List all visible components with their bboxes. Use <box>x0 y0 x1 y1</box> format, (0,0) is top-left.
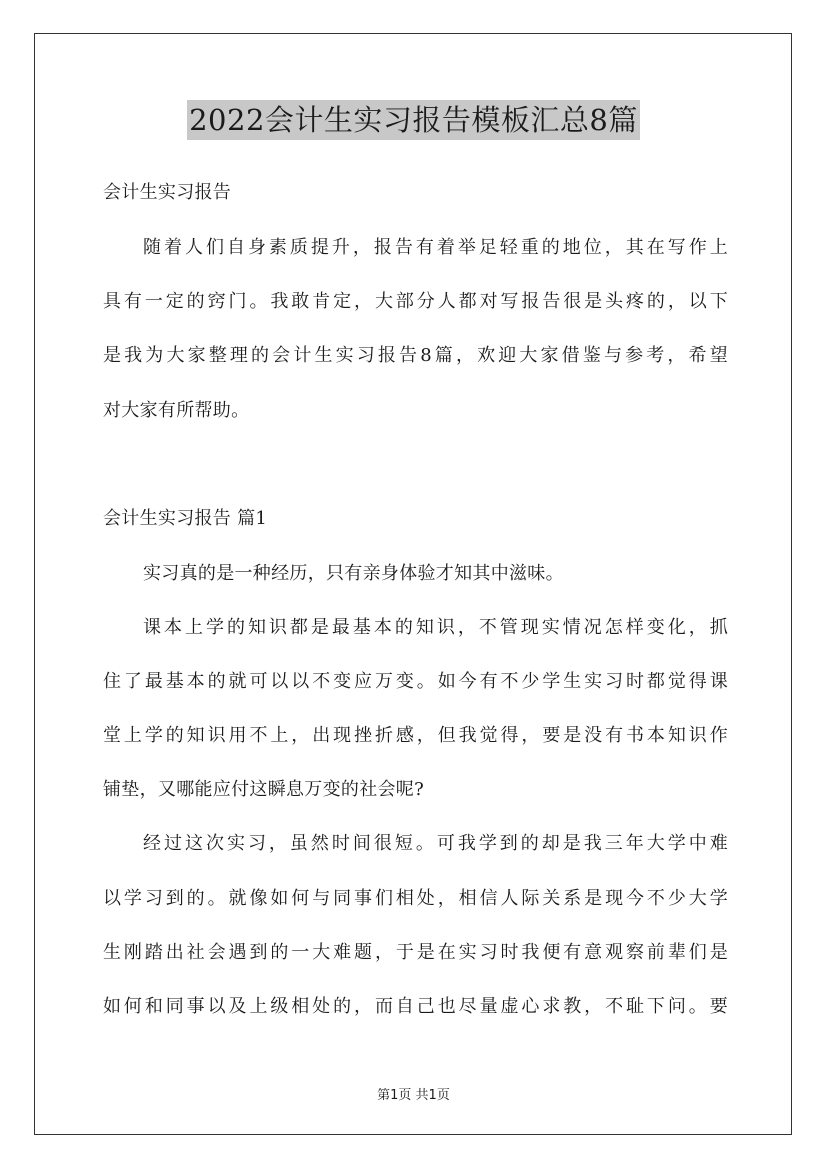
paragraph-line: 如何和同事以及上级相处的，而自己也尽量虚心求教，不耻下问。要 <box>103 996 728 1017</box>
paragraph-line: 堂上学的知识用不上，出现挫折感，但我觉得，要是没有书本知识作 <box>103 725 728 746</box>
paragraph-line: 住了最基本的就可以以不变应万变。如今有不少学生实习时都觉得课 <box>103 671 728 692</box>
section-heading: 会计生实习报告 篇1 <box>103 508 268 529</box>
page-number: 第1页 共1页 <box>377 1088 450 1103</box>
paragraph-line: 实习真的是一种经历，只有亲身体验才知其中滋味。 <box>143 563 564 584</box>
title-container <box>0 100 827 140</box>
paragraph-line: 以学习到的。就像如何与同事们相处，相信人际关系是现今不少大学 <box>103 888 728 909</box>
paragraph-line: 生刚踏出社会遇到的一大难题，于是在实习时我便有意观察前辈们是 <box>103 942 728 963</box>
paragraph-line: 对大家有所帮助。 <box>103 400 250 421</box>
paragraph-line: 具有一定的窍门。我敢肯定，大部分人都对写报告很是头疼的，以下 <box>103 291 728 312</box>
paragraph-line: 是我为大家整理的会计生实习报告8篇，欢迎大家借鉴与参考，希望 <box>103 345 728 366</box>
paragraph-line: 课本上学的知识都是最基本的知识，不管现实情况怎样变化，抓 <box>143 617 728 638</box>
paragraph-line: 铺垫，又哪能应付这瞬息万变的社会呢? <box>103 779 425 800</box>
document-title: 2022会计生实习报告模板汇总8篇 <box>187 100 640 140</box>
paragraph-line: 经过这次实习，虽然时间很短。可我学到的却是我三年大学中难 <box>143 833 728 854</box>
section-heading: 会计生实习报告 <box>103 182 232 203</box>
paragraph-line: 随着人们自身素质提升，报告有着举足轻重的地位，其在写作上 <box>143 237 728 258</box>
